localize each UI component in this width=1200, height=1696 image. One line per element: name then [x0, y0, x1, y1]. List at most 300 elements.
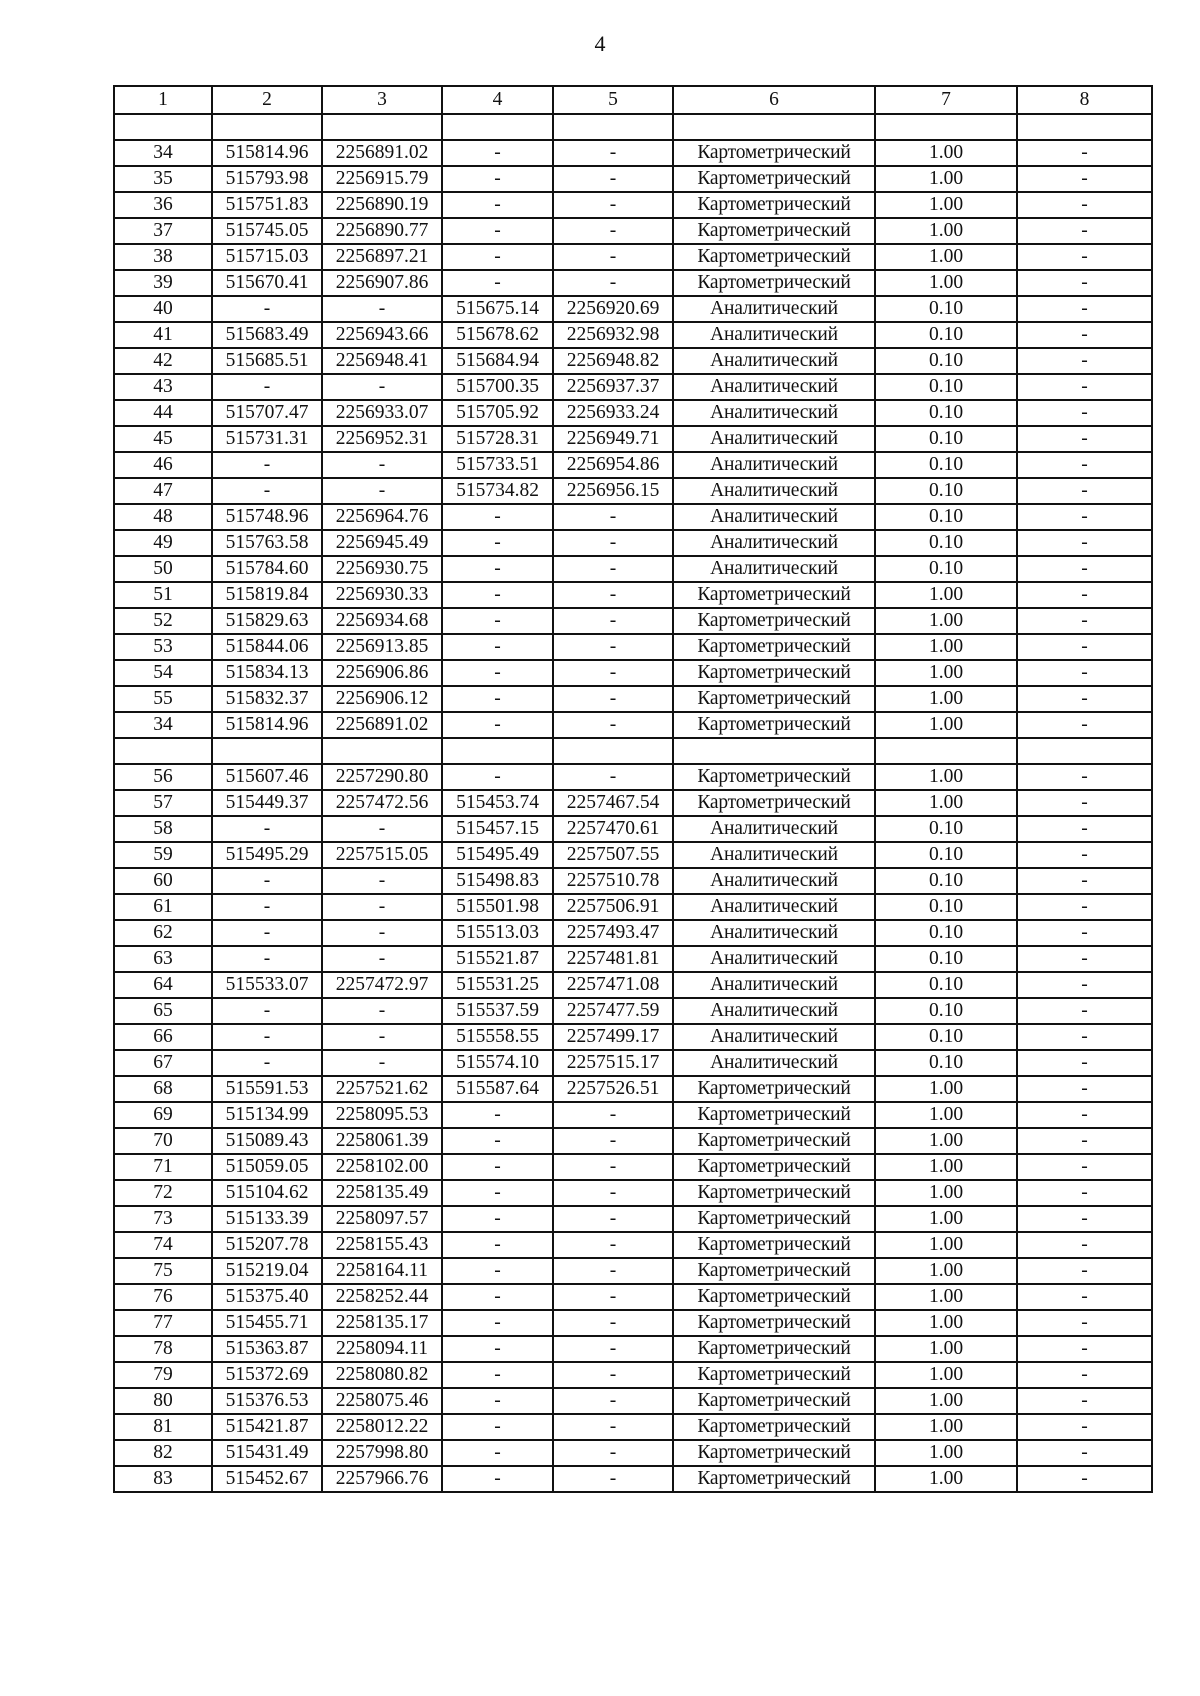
table-cell: - — [442, 712, 553, 738]
table-cell: 52 — [114, 608, 212, 634]
table-cell: 1.00 — [875, 1362, 1017, 1388]
table-cell: Картометрический — [673, 1128, 875, 1154]
table-cell: 1.00 — [875, 1102, 1017, 1128]
table-cell: 0.10 — [875, 426, 1017, 452]
table-cell: 515513.03 — [442, 920, 553, 946]
table-cell: - — [322, 1024, 442, 1050]
table-cell: - — [212, 998, 322, 1024]
table-cell — [875, 114, 1017, 140]
table-cell: 2257998.80 — [322, 1440, 442, 1466]
table-cell: Картометрический — [673, 660, 875, 686]
table-cell: - — [553, 1310, 673, 1336]
table-cell: Картометрический — [673, 790, 875, 816]
table-cell: 2258135.49 — [322, 1180, 442, 1206]
column-header: 1 — [114, 86, 212, 114]
table-row — [114, 530, 1152, 556]
table-cell: 0.10 — [875, 478, 1017, 504]
table-cell: - — [1017, 1414, 1152, 1440]
table-cell: 1.00 — [875, 166, 1017, 192]
table-cell: 44 — [114, 400, 212, 426]
table-cell: 1.00 — [875, 1440, 1017, 1466]
table-cell: 515537.59 — [442, 998, 553, 1024]
table-cell: 1.00 — [875, 582, 1017, 608]
table-cell: 2256937.37 — [553, 374, 673, 400]
table-cell: - — [1017, 556, 1152, 582]
table-row — [114, 972, 1152, 998]
table-row — [114, 1466, 1152, 1492]
table-cell: Аналитический — [673, 452, 875, 478]
table-cell: Картометрический — [673, 1180, 875, 1206]
table-cell: 2256906.86 — [322, 660, 442, 686]
table-row — [114, 556, 1152, 582]
table-cell: 515421.87 — [212, 1414, 322, 1440]
table-cell: Картометрический — [673, 712, 875, 738]
table-cell: 38 — [114, 244, 212, 270]
table-cell: - — [1017, 1466, 1152, 1492]
table-cell: - — [1017, 1388, 1152, 1414]
table-cell: 1.00 — [875, 140, 1017, 166]
table-cell: - — [442, 608, 553, 634]
table-cell: - — [322, 894, 442, 920]
table-cell: 2256948.82 — [553, 348, 673, 374]
table-cell: 1.00 — [875, 244, 1017, 270]
table-cell — [442, 114, 553, 140]
table-header-row — [114, 86, 1152, 114]
column-header: 8 — [1017, 86, 1152, 114]
table-cell: Аналитический — [673, 868, 875, 894]
table-cell: 67 — [114, 1050, 212, 1076]
table-cell: - — [322, 920, 442, 946]
table-cell: 2257966.76 — [322, 1466, 442, 1492]
table-cell: - — [1017, 1076, 1152, 1102]
table-cell: 37 — [114, 218, 212, 244]
table-row — [114, 1310, 1152, 1336]
table-cell: 0.10 — [875, 998, 1017, 1024]
table-cell: 55 — [114, 686, 212, 712]
table-cell: 61 — [114, 894, 212, 920]
table-row — [114, 1128, 1152, 1154]
table-cell: 2257506.91 — [553, 894, 673, 920]
table-cell: 1.00 — [875, 1336, 1017, 1362]
table-cell: 0.10 — [875, 946, 1017, 972]
table-cell: 2256907.86 — [322, 270, 442, 296]
table-cell: Картометрический — [673, 1102, 875, 1128]
table-cell: 2257477.59 — [553, 998, 673, 1024]
table-cell: 2258252.44 — [322, 1284, 442, 1310]
table-cell: Аналитический — [673, 972, 875, 998]
table-row — [114, 1102, 1152, 1128]
table-cell: 77 — [114, 1310, 212, 1336]
table-cell: - — [1017, 1102, 1152, 1128]
table-cell: - — [553, 1232, 673, 1258]
table-body — [114, 114, 1152, 1492]
table-cell: - — [212, 478, 322, 504]
table-cell: - — [1017, 192, 1152, 218]
table-cell: - — [322, 374, 442, 400]
table-cell: - — [1017, 972, 1152, 998]
table-cell: 2256933.07 — [322, 400, 442, 426]
table-cell: - — [553, 1284, 673, 1310]
table-cell — [673, 114, 875, 140]
table-cell: - — [1017, 1232, 1152, 1258]
table-cell: 1.00 — [875, 1414, 1017, 1440]
table-cell: 515728.31 — [442, 426, 553, 452]
table-cell: 515834.13 — [212, 660, 322, 686]
table-cell: 515372.69 — [212, 1362, 322, 1388]
table-cell: 1.00 — [875, 1258, 1017, 1284]
table-cell: 66 — [114, 1024, 212, 1050]
table-cell: 57 — [114, 790, 212, 816]
table-cell: 515376.53 — [212, 1388, 322, 1414]
table-cell: Картометрический — [673, 608, 875, 634]
table-cell: 1.00 — [875, 660, 1017, 686]
table-cell: 49 — [114, 530, 212, 556]
table-row — [114, 842, 1152, 868]
table-cell: Аналитический — [673, 530, 875, 556]
table-cell: - — [553, 1102, 673, 1128]
table-row — [114, 504, 1152, 530]
table-cell: 48 — [114, 504, 212, 530]
table-cell: Картометрический — [673, 140, 875, 166]
table-row — [114, 1440, 1152, 1466]
table-row — [114, 1232, 1152, 1258]
table-cell: 1.00 — [875, 270, 1017, 296]
table-cell: 2257470.61 — [553, 816, 673, 842]
table-cell: - — [553, 244, 673, 270]
table-row — [114, 816, 1152, 842]
table-cell: 0.10 — [875, 504, 1017, 530]
table-cell: Картометрический — [673, 1414, 875, 1440]
column-header: 7 — [875, 86, 1017, 114]
table-cell: Картометрический — [673, 1388, 875, 1414]
table-cell: - — [212, 868, 322, 894]
table-cell: 515685.51 — [212, 348, 322, 374]
table-row — [114, 608, 1152, 634]
table-cell: 515134.99 — [212, 1102, 322, 1128]
table-cell: 2256930.33 — [322, 582, 442, 608]
table-cell: - — [1017, 920, 1152, 946]
table-cell: - — [1017, 270, 1152, 296]
table-cell: 2256891.02 — [322, 712, 442, 738]
table-cell: 2256948.41 — [322, 348, 442, 374]
table-cell: 515453.74 — [442, 790, 553, 816]
table-cell: 515452.67 — [212, 1466, 322, 1492]
column-header: 4 — [442, 86, 553, 114]
table-cell: 2256915.79 — [322, 166, 442, 192]
table-cell: - — [442, 660, 553, 686]
table-cell — [1017, 738, 1152, 764]
table-cell: 515521.87 — [442, 946, 553, 972]
table-cell — [875, 738, 1017, 764]
table-row — [114, 1362, 1152, 1388]
table-cell: 79 — [114, 1362, 212, 1388]
table-cell: Аналитический — [673, 998, 875, 1024]
table-cell: - — [1017, 660, 1152, 686]
table-row — [114, 634, 1152, 660]
table-cell: 80 — [114, 1388, 212, 1414]
table-cell — [553, 114, 673, 140]
table-cell: 78 — [114, 1336, 212, 1362]
table-cell: Картометрический — [673, 192, 875, 218]
table-cell: - — [1017, 816, 1152, 842]
table-cell: - — [442, 1232, 553, 1258]
table-cell: - — [553, 530, 673, 556]
table-row — [114, 452, 1152, 478]
table-cell: 1.00 — [875, 1206, 1017, 1232]
table-cell: - — [1017, 400, 1152, 426]
table-cell: 2256891.02 — [322, 140, 442, 166]
table-cell: - — [1017, 712, 1152, 738]
table-cell: 515784.60 — [212, 556, 322, 582]
table-row — [114, 1076, 1152, 1102]
table-cell: 2256932.98 — [553, 322, 673, 348]
table-cell: 1.00 — [875, 218, 1017, 244]
table-cell: 1.00 — [875, 1388, 1017, 1414]
table-cell: 1.00 — [875, 1154, 1017, 1180]
table-cell: - — [442, 1414, 553, 1440]
table-cell: 515495.29 — [212, 842, 322, 868]
table-cell: 1.00 — [875, 192, 1017, 218]
table-cell: - — [442, 1362, 553, 1388]
table-cell: 36 — [114, 192, 212, 218]
table-cell: 0.10 — [875, 296, 1017, 322]
table-cell: 2256906.12 — [322, 686, 442, 712]
column-header: 5 — [553, 86, 673, 114]
table-cell: Картометрический — [673, 270, 875, 296]
table-cell: - — [553, 140, 673, 166]
table-row — [114, 1336, 1152, 1362]
table-cell: 64 — [114, 972, 212, 998]
table-cell: - — [322, 998, 442, 1024]
table-cell: - — [212, 894, 322, 920]
table-row — [114, 1284, 1152, 1310]
table-cell: 2256897.21 — [322, 244, 442, 270]
table-cell: - — [1017, 946, 1152, 972]
table-cell: 515449.37 — [212, 790, 322, 816]
table-cell: 39 — [114, 270, 212, 296]
table-cell: - — [442, 1336, 553, 1362]
table-cell: 515501.98 — [442, 894, 553, 920]
table-row — [114, 790, 1152, 816]
table-cell: 1.00 — [875, 790, 1017, 816]
table-cell: Картометрический — [673, 1440, 875, 1466]
table-cell: - — [553, 660, 673, 686]
table-cell: - — [442, 1466, 553, 1492]
table-cell: 2257515.05 — [322, 842, 442, 868]
table-row — [114, 296, 1152, 322]
table-cell: - — [1017, 1024, 1152, 1050]
table-cell: - — [553, 712, 673, 738]
table-cell: 0.10 — [875, 452, 1017, 478]
table-cell: Картометрический — [673, 634, 875, 660]
table-cell: 2256934.68 — [322, 608, 442, 634]
table-cell: 515814.96 — [212, 712, 322, 738]
table-cell: 0.10 — [875, 894, 1017, 920]
table-cell: 2256949.71 — [553, 426, 673, 452]
table-cell: 515587.64 — [442, 1076, 553, 1102]
table-cell: - — [1017, 634, 1152, 660]
table-cell: 54 — [114, 660, 212, 686]
table-cell: Картометрический — [673, 1206, 875, 1232]
table-cell: 515207.78 — [212, 1232, 322, 1258]
table-cell: 0.10 — [875, 972, 1017, 998]
table-cell: 515431.49 — [212, 1440, 322, 1466]
table-row — [114, 1258, 1152, 1284]
table-cell: - — [553, 192, 673, 218]
table-cell: 46 — [114, 452, 212, 478]
table-cell: 515104.62 — [212, 1180, 322, 1206]
table-cell: - — [442, 218, 553, 244]
table-cell: - — [442, 166, 553, 192]
table-cell: 515375.40 — [212, 1284, 322, 1310]
table-cell — [322, 114, 442, 140]
table-cell: - — [1017, 998, 1152, 1024]
table-cell: - — [1017, 582, 1152, 608]
table-cell: Аналитический — [673, 1050, 875, 1076]
table-cell: 2256890.19 — [322, 192, 442, 218]
table-cell: Картометрический — [673, 582, 875, 608]
table-row — [114, 1154, 1152, 1180]
table-row — [114, 1024, 1152, 1050]
table-cell: - — [442, 140, 553, 166]
table-cell: 0.10 — [875, 374, 1017, 400]
table-cell: - — [1017, 166, 1152, 192]
coordinates-table — [113, 85, 1153, 1493]
table-cell: - — [442, 1206, 553, 1232]
table-row — [114, 660, 1152, 686]
table-cell: 2256943.66 — [322, 322, 442, 348]
table-cell — [553, 738, 673, 764]
table-row — [114, 998, 1152, 1024]
table-cell: 40 — [114, 296, 212, 322]
table-cell: 0.10 — [875, 556, 1017, 582]
table-cell: - — [322, 868, 442, 894]
table-cell: 62 — [114, 920, 212, 946]
table-cell: - — [553, 686, 673, 712]
table-cell: 43 — [114, 374, 212, 400]
table-cell: 2256890.77 — [322, 218, 442, 244]
table-cell: Аналитический — [673, 1024, 875, 1050]
table-cell: - — [442, 1180, 553, 1206]
table-cell: Картометрический — [673, 218, 875, 244]
table-row — [114, 426, 1152, 452]
table-cell: Аналитический — [673, 556, 875, 582]
table-cell: 68 — [114, 1076, 212, 1102]
table-row — [114, 1414, 1152, 1440]
table-cell: Картометрический — [673, 244, 875, 270]
table-cell: 2258164.11 — [322, 1258, 442, 1284]
table-cell: Картометрический — [673, 1336, 875, 1362]
table-cell: 71 — [114, 1154, 212, 1180]
table-cell: - — [442, 1128, 553, 1154]
table-cell: 2257510.78 — [553, 868, 673, 894]
table-cell: 0.10 — [875, 530, 1017, 556]
table-cell: 2257290.80 — [322, 764, 442, 790]
table-cell: - — [322, 478, 442, 504]
table-cell: 0.10 — [875, 1024, 1017, 1050]
table-cell: 34 — [114, 140, 212, 166]
table-cell: 2257467.54 — [553, 790, 673, 816]
table-cell: 0.10 — [875, 868, 1017, 894]
table-cell: 515133.39 — [212, 1206, 322, 1232]
table-cell: 515678.62 — [442, 322, 553, 348]
table-cell: 515763.58 — [212, 530, 322, 556]
table-cell — [114, 738, 212, 764]
table-cell: - — [553, 1466, 673, 1492]
table-cell: 1.00 — [875, 608, 1017, 634]
table-cell: 515498.83 — [442, 868, 553, 894]
table-cell: Картометрический — [673, 1154, 875, 1180]
table-row — [114, 946, 1152, 972]
table-cell: 515707.47 — [212, 400, 322, 426]
table-cell: 515819.84 — [212, 582, 322, 608]
table-cell: Картометрический — [673, 1310, 875, 1336]
table-cell: 515533.07 — [212, 972, 322, 998]
table-cell: 515734.82 — [442, 478, 553, 504]
table-row — [114, 374, 1152, 400]
table-cell: 2257507.55 — [553, 842, 673, 868]
table-cell: - — [442, 634, 553, 660]
table-row — [114, 1050, 1152, 1076]
table-cell: Аналитический — [673, 842, 875, 868]
table-cell: 515495.49 — [442, 842, 553, 868]
table-cell: - — [442, 1284, 553, 1310]
table-cell: - — [553, 634, 673, 660]
table-cell: 72 — [114, 1180, 212, 1206]
table-cell: 515089.43 — [212, 1128, 322, 1154]
table-cell: 47 — [114, 478, 212, 504]
table-cell: 2256945.49 — [322, 530, 442, 556]
table-cell: - — [553, 1440, 673, 1466]
table-cell: - — [1017, 1336, 1152, 1362]
table-cell: - — [1017, 1310, 1152, 1336]
table-cell: - — [322, 452, 442, 478]
table-cell: - — [553, 764, 673, 790]
table-cell: - — [553, 218, 673, 244]
table-cell: - — [1017, 764, 1152, 790]
table-cell: - — [212, 816, 322, 842]
table-cell: 515844.06 — [212, 634, 322, 660]
table-cell: 2258094.11 — [322, 1336, 442, 1362]
table-cell: Аналитический — [673, 816, 875, 842]
table-cell: 515745.05 — [212, 218, 322, 244]
table-cell: Аналитический — [673, 426, 875, 452]
table-cell: - — [442, 244, 553, 270]
column-header: 3 — [322, 86, 442, 114]
table-cell: 60 — [114, 868, 212, 894]
table-cell: Картометрический — [673, 1258, 875, 1284]
table-cell: 2257472.97 — [322, 972, 442, 998]
table-cell: - — [1017, 608, 1152, 634]
table-cell: Аналитический — [673, 374, 875, 400]
table-cell: 1.00 — [875, 634, 1017, 660]
table-cell: 2256913.85 — [322, 634, 442, 660]
table-cell: 0.10 — [875, 816, 1017, 842]
table-cell: Аналитический — [673, 894, 875, 920]
table-cell: Картометрический — [673, 166, 875, 192]
table-cell: - — [1017, 478, 1152, 504]
table-cell: 515455.71 — [212, 1310, 322, 1336]
table-cell: - — [1017, 842, 1152, 868]
table-cell: 2257472.56 — [322, 790, 442, 816]
table-cell: - — [212, 946, 322, 972]
table-cell: 2258080.82 — [322, 1362, 442, 1388]
table-cell: - — [1017, 790, 1152, 816]
table-cell: Аналитический — [673, 348, 875, 374]
table-cell: 51 — [114, 582, 212, 608]
table-row — [114, 686, 1152, 712]
table-cell: 515558.55 — [442, 1024, 553, 1050]
